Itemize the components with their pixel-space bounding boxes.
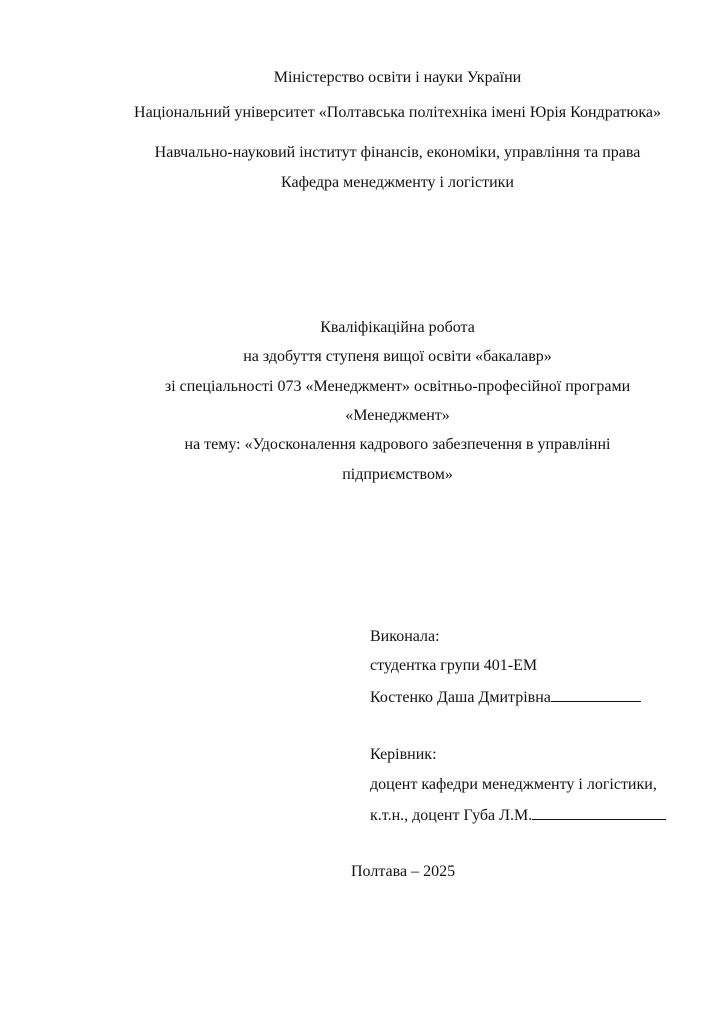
supervisor-name: к.т.н., доцент Губа Л.М. [370, 807, 533, 824]
author-name: Костенко Даша Дмитрівна [370, 689, 551, 706]
topic-line-1: на тему: «Удосконалення кадрового забезпечення в управлінні [184, 436, 611, 453]
topic-line-2: підприємством» [342, 466, 453, 483]
author-label: Виконала: [370, 628, 440, 645]
author-name-line [370, 686, 641, 708]
supervisor-label: Керівник: [370, 746, 437, 763]
city-year: Полтава – 2025 [351, 863, 456, 880]
ministry-line: Міністерство освіти і науки України [273, 69, 522, 86]
specialty-line: зі спеціальності 073 «Менеджмент» освітньо-професійної програми [164, 378, 631, 395]
program-line: «Менеджмент» [345, 407, 450, 424]
supervisor-position: доцент кафедри менеджменту і логістики, [370, 776, 657, 793]
university-line: Національний університет «Полтавська політехніка імені Юрія Кондратюка» [134, 104, 661, 121]
department-line: Кафедра менеджменту і логістики [281, 174, 514, 191]
supervisor-signature-line [532, 804, 666, 820]
supervisor-name-line [370, 804, 666, 826]
work-type-line: Кваліфікаційна робота [320, 319, 475, 336]
degree-line: на здобуття ступеня вищої освіти «бакалавр» [243, 348, 552, 365]
institute-line: Навчально-науковий інститут фінансів, економіки, управління та права [154, 144, 641, 161]
author-signature-line [551, 686, 641, 702]
author-group: студентка групи 401-ЕМ [370, 657, 538, 674]
